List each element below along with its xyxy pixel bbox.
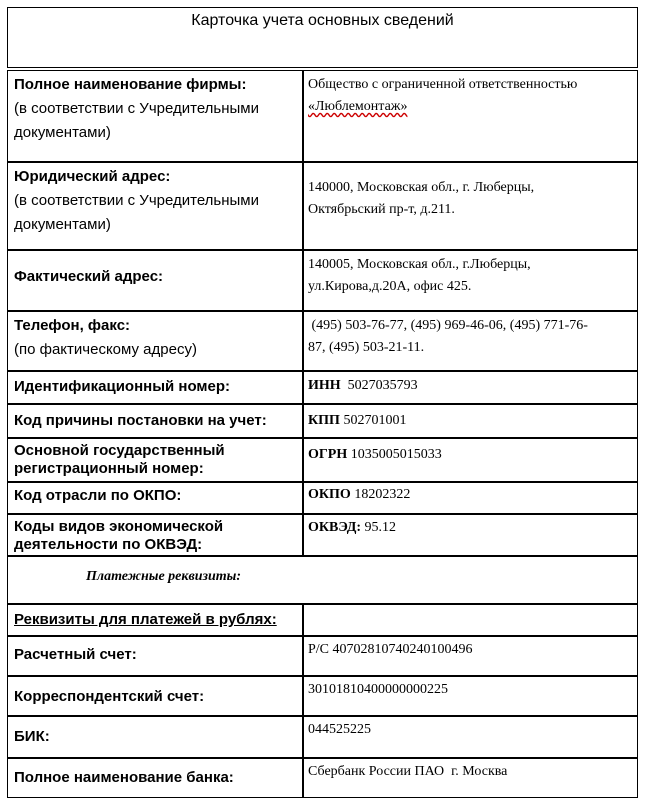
inn-value: 5027035793 bbox=[347, 378, 418, 393]
bik-value: 044525225 bbox=[308, 722, 371, 737]
legal-address-value-1: 140000, Московская обл., г. Люберцы, bbox=[308, 180, 535, 195]
legal-address-note-2: документами) bbox=[14, 216, 111, 233]
ogrn-value-cell bbox=[303, 438, 638, 482]
card-title-box bbox=[7, 7, 638, 68]
legal-address-value-cell bbox=[303, 162, 638, 250]
actual-address-value-2: ул.Кирова,д.20А, офис 425. bbox=[308, 279, 472, 294]
bik-label: БИК: bbox=[14, 728, 50, 745]
okved-value: 95.12 bbox=[364, 520, 396, 535]
inn-value-cell bbox=[303, 371, 638, 404]
full-name-note-1: (в соответствии с Учредительными bbox=[14, 100, 260, 117]
rub-header-value-cell bbox=[303, 604, 638, 636]
okved-label-2: деятельности по ОКВЭД: bbox=[14, 536, 203, 553]
actual-address-value-cell bbox=[303, 250, 638, 311]
bank-value-cell bbox=[303, 758, 638, 798]
account-label: Расчетный счет: bbox=[14, 646, 137, 663]
kpp-label-cell bbox=[7, 404, 303, 438]
okved-label-1: Коды видов экономической bbox=[14, 518, 224, 535]
inn-label-cell bbox=[7, 371, 303, 404]
phone-value-2: 87, (495) 503-21-11. bbox=[308, 340, 425, 355]
legal-address-value-2: Октябрьский пр-т, д.211. bbox=[308, 202, 455, 217]
phone-label-cell bbox=[7, 311, 303, 371]
bik-value-cell bbox=[303, 716, 638, 758]
full-name-label-cell bbox=[7, 70, 303, 162]
ogrn-label-1: Основной государственный bbox=[14, 442, 225, 459]
legal-address-note-1: (в соответствии с Учредительными bbox=[14, 192, 260, 209]
bank-label: Полное наименование банка: bbox=[14, 769, 234, 786]
kpp-value-cell bbox=[303, 404, 638, 438]
okpo-label-cell bbox=[7, 482, 303, 514]
legal-address-label-cell bbox=[7, 162, 303, 250]
ogrn-value: 1035005015033 bbox=[350, 447, 442, 462]
ogrn-label-2: регистрационный номер: bbox=[14, 460, 204, 477]
account-label-cell bbox=[7, 636, 303, 676]
rub-header-label-cell bbox=[7, 604, 303, 636]
okved-value-cell bbox=[303, 514, 638, 556]
card-title: Карточка учета основных сведений bbox=[191, 12, 454, 29]
account-value-cell bbox=[303, 636, 638, 676]
actual-address-value-1: 140005, Московская обл., г.Люберцы, bbox=[308, 257, 531, 272]
phone-note: (по фактическому адресу) bbox=[14, 341, 197, 358]
phone-value-1: (495) 503-76-77, (495) 969-46-06, (495) 771-76- bbox=[308, 318, 588, 333]
full-name-value-1: Общество с ограниченной ответственностью bbox=[308, 77, 578, 92]
actual-address-label-cell bbox=[7, 250, 303, 311]
okpo-label: Код отрасли по ОКПО: bbox=[14, 487, 182, 504]
actual-address-label: Фактический адрес: bbox=[14, 268, 164, 285]
full-name-note-2: документами) bbox=[14, 124, 111, 141]
kpp-label: Код причины постановки на учет: bbox=[14, 412, 267, 429]
bank-label-cell bbox=[7, 758, 303, 798]
phone-value-cell bbox=[303, 311, 638, 371]
corr-account-value-cell bbox=[303, 676, 638, 716]
okpo-prefix: ОКПО bbox=[308, 487, 351, 502]
account-value: Р/С 40702810740240100496 bbox=[308, 642, 473, 657]
payment-header-cell bbox=[7, 556, 638, 604]
corr-account-label: Корреспондентский счет: bbox=[14, 688, 205, 705]
rub-header: Реквизиты для платежей в рублях: bbox=[14, 611, 277, 628]
ogrn-label-cell bbox=[7, 438, 303, 482]
ogrn-prefix: ОГРН bbox=[308, 447, 348, 462]
kpp-prefix: КПП bbox=[308, 413, 340, 428]
legal-address-label: Юридический адрес: bbox=[14, 168, 171, 185]
kpp-value: 502701001 bbox=[343, 413, 407, 428]
inn-label: Идентификационный номер: bbox=[14, 378, 231, 395]
full-name-label: Полное наименование фирмы: bbox=[14, 76, 247, 93]
bank-value: Сбербанк России ПАО г. Москва bbox=[308, 764, 508, 779]
phone-label: Телефон, факс: bbox=[14, 317, 131, 334]
okved-label-cell bbox=[7, 514, 303, 556]
corr-account-value: 30101810400000000225 bbox=[308, 682, 448, 697]
payment-header: Платежные реквизиты: bbox=[86, 569, 242, 584]
full-name-value-cell bbox=[303, 70, 638, 162]
corr-account-label-cell bbox=[7, 676, 303, 716]
inn-prefix: ИНН bbox=[308, 378, 341, 393]
okved-prefix: ОКВЭД: bbox=[308, 520, 361, 535]
full-name-value-2: «Люблемонтаж» bbox=[308, 99, 408, 114]
okpo-value: 18202322 bbox=[354, 487, 411, 502]
bik-label-cell bbox=[7, 716, 303, 758]
okpo-value-cell bbox=[303, 482, 638, 514]
